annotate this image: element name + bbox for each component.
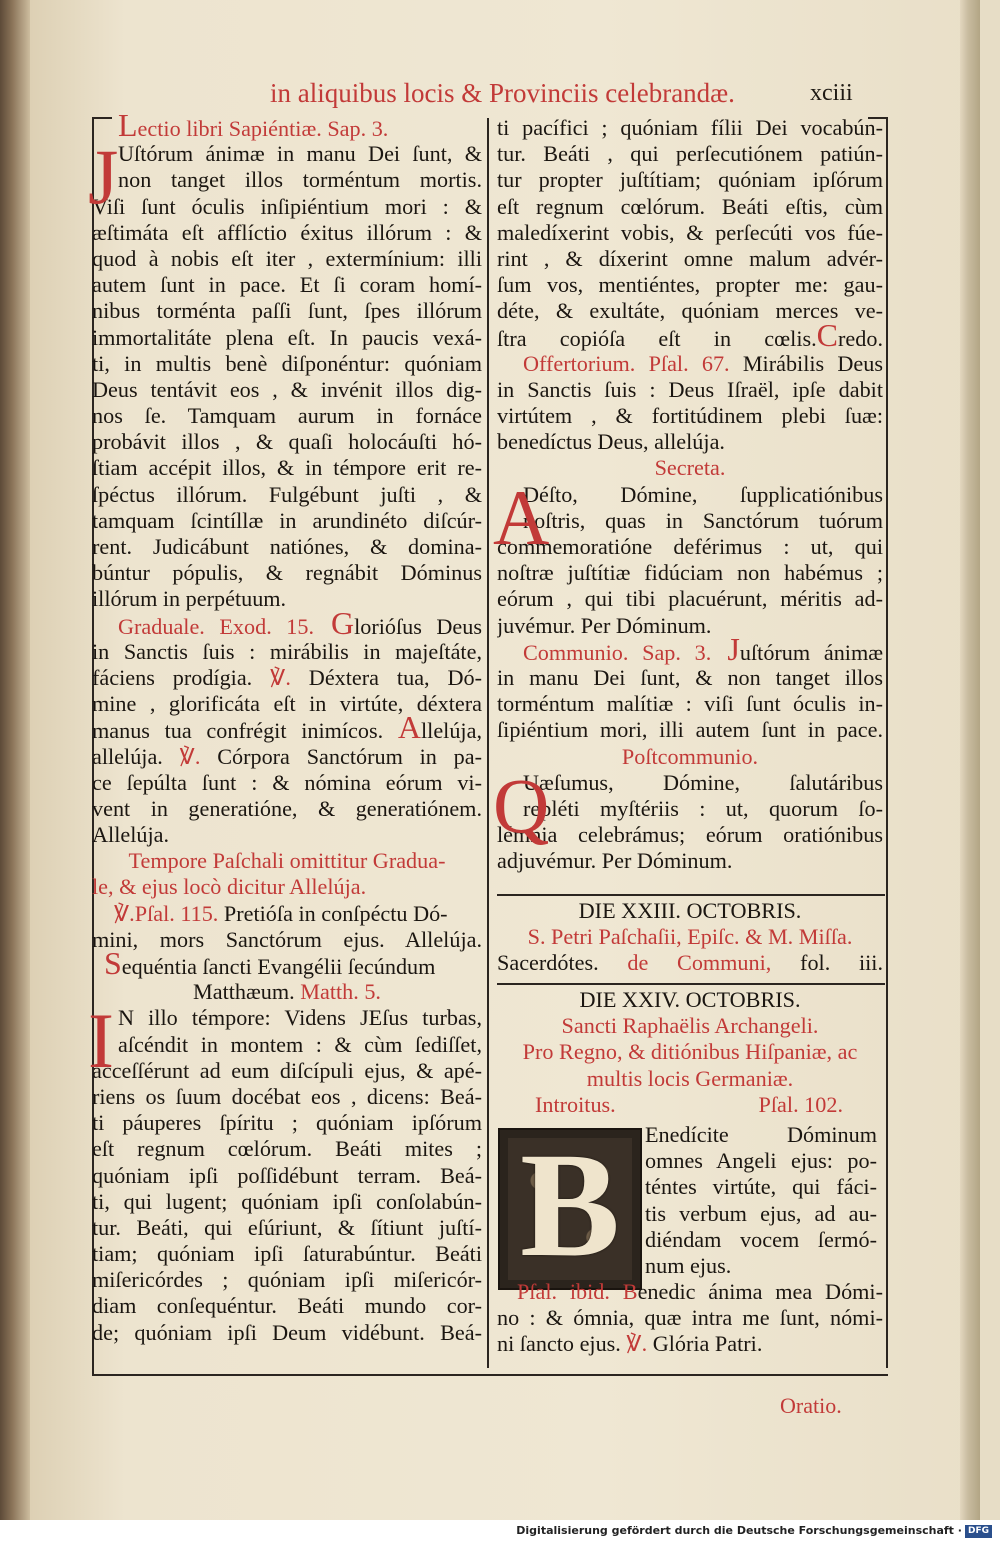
text-run: uſtórum ánimæ xyxy=(739,639,883,665)
text-run: benedíctus Deus, allelúja. xyxy=(497,429,725,455)
rubric-label: Communio. Sap. 3. xyxy=(523,639,712,665)
text-run: ti páuperes ſpíritu ; quóniam ipſórum xyxy=(92,1110,482,1136)
text-line xyxy=(92,508,482,534)
text-run: Deus tentávit eos , & invénit illos dig- xyxy=(92,376,482,402)
text-line xyxy=(92,822,482,848)
text-run: diam conſequéntur. Beáti mundo cor- xyxy=(92,1293,482,1319)
text-line xyxy=(497,665,883,691)
text-line xyxy=(497,167,883,193)
text-run: mine , glorificáta eſt in virtúte, déxtera xyxy=(92,691,482,717)
text-run: miſericórdes ; quóniam ipſi miſericór- xyxy=(92,1267,482,1293)
rubric-initial: G xyxy=(314,612,355,639)
text-line xyxy=(92,848,482,874)
text-run: immortalitáte plena eſt. In paucis vexá- xyxy=(92,324,482,350)
text-run: in Sanctis ſuis : Deus Iſraël, ipſe dabit xyxy=(497,376,883,402)
introit-label: Introitus. xyxy=(535,1091,616,1117)
introit-line: num ejus. xyxy=(645,1252,732,1278)
catchword: Oratio. xyxy=(780,1393,842,1418)
text-line xyxy=(92,115,482,141)
text-run: ti pacífici ; quóniam fílii Dei vocabún- xyxy=(497,115,883,140)
text-run: ni ſancto ejus. xyxy=(497,1331,627,1357)
text-line xyxy=(92,246,482,272)
text-line xyxy=(497,1331,883,1357)
text-run: allelúja. xyxy=(92,743,180,769)
text-line xyxy=(497,744,883,770)
text-run: manus tua confrégit inimícos. xyxy=(92,718,398,744)
text-line xyxy=(92,691,482,717)
footer-separator: · xyxy=(957,1524,962,1537)
text-line xyxy=(497,560,883,586)
text-line xyxy=(92,770,482,796)
drop-initial: J xyxy=(88,133,119,221)
text-line xyxy=(92,1293,482,1319)
feast-ref-folio: fol. iii. xyxy=(771,950,883,976)
drop-initial: Q xyxy=(493,761,550,849)
text-line xyxy=(497,272,883,298)
text-run: aſcéndit in montem : & cùm ſediſſet, xyxy=(118,1031,482,1057)
text-run: virtútem , & fortitúdinem plebi ſuæ: xyxy=(497,403,883,429)
rubric-initial: J xyxy=(711,638,740,665)
text-line xyxy=(497,325,883,351)
text-run: lémnia celebrámus; eórum oratiónibus xyxy=(497,822,883,848)
text-line xyxy=(92,194,482,220)
text-line xyxy=(497,717,883,743)
introit-line: Enedícite Dóminum xyxy=(645,1122,877,1147)
woodcut-initial xyxy=(498,1122,642,1290)
text-line xyxy=(497,1305,883,1331)
text-line xyxy=(92,560,482,586)
versicle-symbol: ℣. xyxy=(270,664,291,690)
rubric-heading: Secreta. xyxy=(654,455,726,481)
text-run: tiam; quóniam ipſi ſaturabúntur. Beáti xyxy=(92,1241,482,1267)
text-run: no : & ómnia, quæ intra me ſunt, nómi- xyxy=(497,1305,883,1331)
rubric-initial: A xyxy=(397,717,421,744)
text-line xyxy=(92,220,482,246)
text-run: noſtris, quas in Sanctórum tuórum xyxy=(523,507,883,533)
text-run: ti, qui lugent; quóniam ipſi conſolabún- xyxy=(92,1188,482,1214)
introit-text xyxy=(645,1122,877,1279)
text-line xyxy=(92,534,482,560)
text-line xyxy=(92,351,482,377)
feast-ref-text: Sacerdótes. xyxy=(497,950,599,976)
text-line xyxy=(92,1215,482,1241)
text-run: enedic ánima mea Dómi- xyxy=(637,1279,883,1304)
rubric-label: Pſal. 115. xyxy=(134,900,219,926)
text-run: autem ſunt in pace. Et ſi coram homí- xyxy=(92,272,482,298)
text-line xyxy=(92,272,482,298)
text-run: in Sanctis ſuis : mirábilis in majeſtáte, xyxy=(92,638,482,664)
woodcut-letter-b: B xyxy=(519,1122,621,1288)
feast-heading: DIE XXIV. OCTOBRIS. xyxy=(579,987,801,1012)
text-line xyxy=(92,1267,482,1293)
feast-heading: DIE XXIII. OCTOBRIS. xyxy=(578,898,802,923)
versicle-symbol: ℣. xyxy=(179,743,201,769)
text-line xyxy=(92,377,482,403)
text-run: Córpora Sanctórum in pa- xyxy=(200,743,482,769)
text-run: ſpéctus illórum. Fulgébunt juſti , & xyxy=(92,481,482,507)
rubric-initial: L xyxy=(118,115,138,142)
text-line xyxy=(92,482,482,508)
text-run: redo. xyxy=(838,325,883,351)
text-line xyxy=(497,534,883,560)
text-line xyxy=(92,639,482,665)
rubric-label: Matth. 5. xyxy=(300,979,381,1005)
text-run: illórum in perpétuum. xyxy=(92,586,287,612)
text-run: torméntum malítiæ : viſi ſunt óculis in- xyxy=(497,691,883,717)
text-line xyxy=(92,1058,482,1084)
text-line xyxy=(497,508,883,534)
text-run: Déxtera tua, Dó- xyxy=(290,664,482,690)
text-run: adjuvémur. Per Dóminum. xyxy=(497,848,733,874)
text-run: Allelúja. xyxy=(92,822,170,848)
text-run: ce ſepúlta ſunt : & nómina eórum vi- xyxy=(92,769,482,795)
text-line xyxy=(92,1084,482,1110)
introit-line: omnes Angeli ejus: po- xyxy=(645,1148,877,1174)
text-line xyxy=(497,639,883,665)
text-line xyxy=(497,377,883,403)
rubric-label: Pſal. ibid. B xyxy=(517,1279,638,1304)
text-line xyxy=(497,455,883,481)
column-divider xyxy=(487,118,489,1368)
text-run: ti, in multis benè diſponéntur: quóniam xyxy=(92,350,482,376)
left-column xyxy=(88,115,482,1346)
drop-initial: A xyxy=(493,473,550,561)
feast-oct-24 xyxy=(497,987,883,1118)
versicle-symbol: ℣. xyxy=(626,1331,648,1357)
text-run: nibus torménta paſſi ſunt, ſpes illórum xyxy=(92,298,482,324)
text-line xyxy=(92,429,482,455)
text-run: Viſi ſunt óculis inſipiéntium mori : & xyxy=(92,193,482,219)
rubric-initial: C xyxy=(816,324,839,351)
text-line xyxy=(497,141,883,167)
text-run: eórum , qui tibi placuérunt, méritis ad- xyxy=(497,586,883,612)
text-run: tamquam ſcintíllæ in arundinéto diſcúr- xyxy=(92,507,482,533)
page-edge xyxy=(960,0,980,1520)
rubric-label: Graduale. Exod. 15. xyxy=(118,613,314,639)
running-header: in aliquibus locis & Provinciis celebrandæ. xyxy=(270,78,735,108)
text-line xyxy=(92,874,482,900)
text-run: ſtra copióſa eſt in cœlis. xyxy=(497,325,817,351)
text-line xyxy=(497,194,883,220)
text-run: nos ſe. Tamquam aurum in fornáce xyxy=(92,403,482,429)
text-run: tur propter juſtítiam; quóniam ipſórum xyxy=(497,167,883,193)
text-run: eſt regnum cœlórum. Beáti eſtis, cùm xyxy=(497,193,883,219)
text-run: Mirábilis Deus xyxy=(729,350,883,376)
rubric-heading: ectio libri Sapiéntiæ. Sap. 3. xyxy=(137,116,389,141)
text-line xyxy=(92,901,482,927)
text-run: non tanget illos torméntum mortis. xyxy=(118,167,482,193)
text-line xyxy=(497,298,883,324)
introit-psalm-ref: Pſal. 102. xyxy=(758,1091,843,1117)
rubric-heading: Tempore Paſchali omittitur Gradua- xyxy=(128,848,446,874)
introit-continuation xyxy=(497,1279,883,1358)
text-run: repléti myſtériis : ut, quorum ſo- xyxy=(523,795,883,821)
text-line xyxy=(92,1241,482,1267)
book-binding xyxy=(0,0,30,1541)
text-line xyxy=(497,220,883,246)
text-run: commemoratióne deférimus : ut, qui xyxy=(497,534,883,559)
text-line xyxy=(497,796,883,822)
text-line xyxy=(497,351,883,377)
text-line xyxy=(92,927,482,953)
text-line xyxy=(92,403,482,429)
text-run: in manu Dei ſunt, & non tanget illos xyxy=(497,664,883,690)
text-run: déte, & exultáte, quóniam merces ve- xyxy=(497,298,883,324)
text-run: noſtræ juſtítiæ fidúciam non habémus ; xyxy=(497,560,883,586)
text-line xyxy=(497,403,883,429)
text-line xyxy=(497,848,883,874)
text-run: ſtiam accépit illos, & in témpore erit re- xyxy=(92,455,482,481)
text-run: quóniam ipſi poſſidébunt terram. Beá- xyxy=(92,1162,482,1188)
text-line xyxy=(92,979,482,1005)
text-run: ſum vos, mentiéntes, propter me: gau- xyxy=(497,272,883,298)
rubric-heading: Poſtcommunio. xyxy=(621,743,759,769)
text-run: fáciens prodígia. xyxy=(92,664,271,690)
feast-title: S. Petri Paſchaſii, Epiſc. & M. Miſſa. xyxy=(527,924,853,950)
text-line xyxy=(92,1163,482,1189)
rubric-label: Offertorium. Pſal. 67. xyxy=(523,350,730,376)
text-line xyxy=(92,167,482,193)
frame-right-rule xyxy=(886,118,888,1368)
text-run: vent in generatióne, & generatiónem. xyxy=(92,795,482,821)
text-run: llelúja, xyxy=(421,718,482,744)
text-line xyxy=(92,1032,482,1058)
text-run: riens os ſuum docébat eos , dicens: Beá- xyxy=(92,1083,482,1109)
section-rule xyxy=(497,983,885,985)
drop-initial: I xyxy=(88,997,114,1085)
text-run: ſipiéntium mori, illi autem ſunt in pace. xyxy=(497,717,883,743)
text-line xyxy=(497,246,883,272)
text-line xyxy=(92,1136,482,1162)
text-run: maledíxerint vobis, & perſecúti vos fúe- xyxy=(497,219,883,245)
text-run: lorióſus Deus xyxy=(354,613,482,639)
text-run: Uſtórum ánimæ in manu Dei ſunt, & xyxy=(118,141,482,167)
text-run: probávit illos , & quaſi holocáuſti hó- xyxy=(92,429,482,455)
section-rule xyxy=(497,894,885,896)
introit-heading xyxy=(497,1092,883,1118)
text-line xyxy=(497,586,883,612)
text-run: Uæſumus, Dómine, ſalutáribus xyxy=(523,769,883,795)
text-line xyxy=(92,1110,482,1136)
feast-ref-rubric: de Communi, xyxy=(598,950,772,976)
text-run: eſt regnum cœlórum. Beáti mites ; xyxy=(92,1136,482,1162)
right-column-upper xyxy=(493,115,883,874)
text-run: quod à nobis eſt iter , extermínium: illi xyxy=(92,245,482,271)
footer-credit xyxy=(0,1520,1000,1541)
text-run: tur. Beáti , qui perſecutiónem patiún- xyxy=(497,141,883,167)
footer-text: Digitalisierung gefördert durch die Deutsche Forschungsgemeinschaft xyxy=(516,1524,954,1537)
text-line xyxy=(92,717,482,743)
text-line xyxy=(497,613,883,639)
page-number: xciii xyxy=(810,80,853,106)
text-line xyxy=(497,822,883,848)
text-line xyxy=(92,1189,482,1215)
text-run: Pretióſa in conſpéctu Dó- xyxy=(218,900,448,926)
feast-subtitle: Pro Regno, & ditiónibus Hiſpaniæ, ac xyxy=(522,1039,858,1065)
text-run: mini, mors Sanctórum ejus. Allelúja. xyxy=(92,926,482,952)
feast-title: Sancti Raphaëlis Archangeli. xyxy=(561,1013,819,1039)
versicle-symbol: ℣. xyxy=(114,900,135,926)
text-run: N illo témpore: Videns JEſus turbas, xyxy=(118,1005,482,1031)
text-line xyxy=(497,691,883,717)
introit-line: tis verbum ejus, ad au- xyxy=(645,1200,877,1226)
text-run: juvémur. Per Dóminum. xyxy=(497,612,712,638)
text-run: rent. Judicábunt natiónes, & domina- xyxy=(92,534,482,559)
text-run: búntur pópulis, & regnábit Dóminus xyxy=(92,560,482,586)
text-run: rint , & díxerint omne malum advér- xyxy=(497,245,883,271)
dfg-logo-icon: DFG xyxy=(965,1525,992,1538)
introit-line: téntes virtúte, qui fáci- xyxy=(645,1174,877,1200)
text-line xyxy=(92,325,482,351)
text-run: Déſto, Dómine, ſupplicatiónibus xyxy=(523,481,883,507)
text-line xyxy=(92,1320,482,1346)
text-run: de; quóniam ipſi Deum vidébunt. Beá- xyxy=(92,1319,482,1345)
text-run: equéntia ſancti Evangélii ſecúndum xyxy=(121,954,436,979)
text-line xyxy=(92,298,482,324)
introit-line: diéndam vocem ſermó- xyxy=(645,1226,877,1252)
rubric-heading: le, & ejus locò dicitur Allelúja. xyxy=(92,874,367,900)
text-line xyxy=(92,796,482,822)
text-line xyxy=(497,429,883,455)
frame-bottom-rule xyxy=(92,1374,888,1376)
feast-oct-23 xyxy=(497,898,883,977)
feast-subtitle-2: multis locis Germaniæ. xyxy=(586,1065,794,1091)
text-run: Glória Patri. xyxy=(647,1331,763,1357)
rubric-initial: S xyxy=(104,953,122,980)
text-line xyxy=(92,953,482,979)
text-run: æſtimáta eſt afflíctio éxitus illórum : & xyxy=(92,219,482,245)
feast-reference xyxy=(497,950,883,976)
text-line xyxy=(92,665,482,691)
text-line xyxy=(92,455,482,481)
text-line xyxy=(92,613,482,639)
text-run: Matthæum. xyxy=(193,979,301,1005)
text-line xyxy=(92,586,482,612)
text-line xyxy=(497,1279,883,1305)
text-line xyxy=(92,744,482,770)
text-run: acceſſérunt ad eum diſcípuli ejus, & apé- xyxy=(92,1057,482,1083)
text-run: tur. Beáti, qui eſúriunt, & ſítiunt juſtí- xyxy=(92,1214,482,1240)
text-line xyxy=(497,115,883,141)
